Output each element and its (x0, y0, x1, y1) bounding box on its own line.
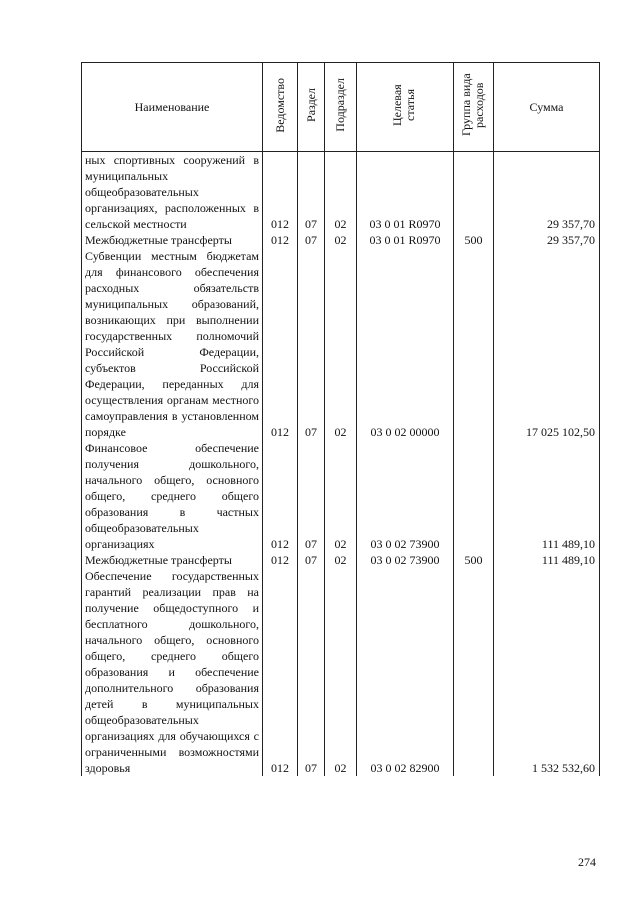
row-subsection: 02 (325, 248, 357, 440)
row-name: Межбюджетные трансферты (82, 232, 263, 248)
row-expense-group (454, 568, 494, 776)
header-expense-group: Группа вида расходов (454, 63, 494, 152)
row-target: 03 0 02 73900 (357, 440, 454, 552)
row-sum: 1 532 532,60 (494, 568, 600, 776)
row-name: Финансовое обеспечение получения дошкольного, начального общего, основного общего, среднего общего образования в частных общеобразовательных организациях (82, 440, 263, 552)
row-department: 012 (263, 152, 298, 233)
header-name: Наименование (82, 63, 263, 152)
table-row (82, 232, 600, 248)
row-section: 07 (298, 232, 325, 248)
row-expense-group (454, 152, 494, 233)
row-target: 03 0 01 R0970 (357, 152, 454, 233)
table-row (82, 248, 600, 440)
row-department: 012 (263, 440, 298, 552)
row-subsection: 02 (325, 232, 357, 248)
page-number: 274 (578, 855, 596, 869)
row-target: 03 0 02 82900 (357, 568, 454, 776)
header-department: Ведомство (263, 63, 298, 152)
row-department: 012 (263, 552, 298, 568)
row-target: 03 0 02 73900 (357, 552, 454, 568)
row-sum: 29 357,70 (494, 232, 600, 248)
header-subsection: Подраздел (325, 63, 357, 152)
row-subsection: 02 (325, 440, 357, 552)
row-name: Субвенции местным бюджетам для финансового обеспечения расходных обязательств муниципальных образований, возникающих при выполнении государственных полномочий Российской Федерации, субъектов Российской Федерации, переданных для осуществления органам местного самоуправления в установленном порядке (82, 248, 263, 440)
row-sum: 29 357,70 (494, 152, 600, 233)
row-section: 07 (298, 552, 325, 568)
row-name: ных спортивных сооружений в муниципальных общеобразовательных организациях, расположенных в сельской местности (82, 152, 263, 233)
row-department: 012 (263, 232, 298, 248)
header-section: Раздел (298, 63, 325, 152)
row-department: 012 (263, 568, 298, 776)
row-section: 07 (298, 248, 325, 440)
row-target: 03 0 01 R0970 (357, 232, 454, 248)
budget-table (81, 62, 600, 776)
row-name: Межбюджетные трансферты (82, 552, 263, 568)
table-row (82, 568, 600, 776)
row-subsection: 02 (325, 152, 357, 233)
row-department: 012 (263, 248, 298, 440)
row-expense-group (454, 440, 494, 552)
row-sum: 17 025 102,50 (494, 248, 600, 440)
row-subsection: 02 (325, 568, 357, 776)
table-row (82, 440, 600, 552)
row-expense-group (454, 248, 494, 440)
row-section: 07 (298, 568, 325, 776)
table-row (82, 152, 600, 233)
row-subsection: 02 (325, 552, 357, 568)
row-name: Обеспечение государственных гарантий реализации прав на получение общедоступного и бесплатного дошкольного, начального общего, основного общего, среднего общего образования и обеспечение дополнительного образования детей в муниципальных общеобразовательных организациях для обучающихся с ограниченными возможностями здоровья (82, 568, 263, 776)
row-sum: 111 489,10 (494, 552, 600, 568)
row-expense-group: 500 (454, 232, 494, 248)
header-sum: Сумма (494, 63, 600, 152)
row-sum: 111 489,10 (494, 440, 600, 552)
row-section: 07 (298, 440, 325, 552)
row-expense-group: 500 (454, 552, 494, 568)
table-row (82, 552, 600, 568)
header-target: Целевая статья (357, 63, 454, 152)
row-section: 07 (298, 152, 325, 233)
table-header-row (82, 63, 600, 152)
row-target: 03 0 02 00000 (357, 248, 454, 440)
